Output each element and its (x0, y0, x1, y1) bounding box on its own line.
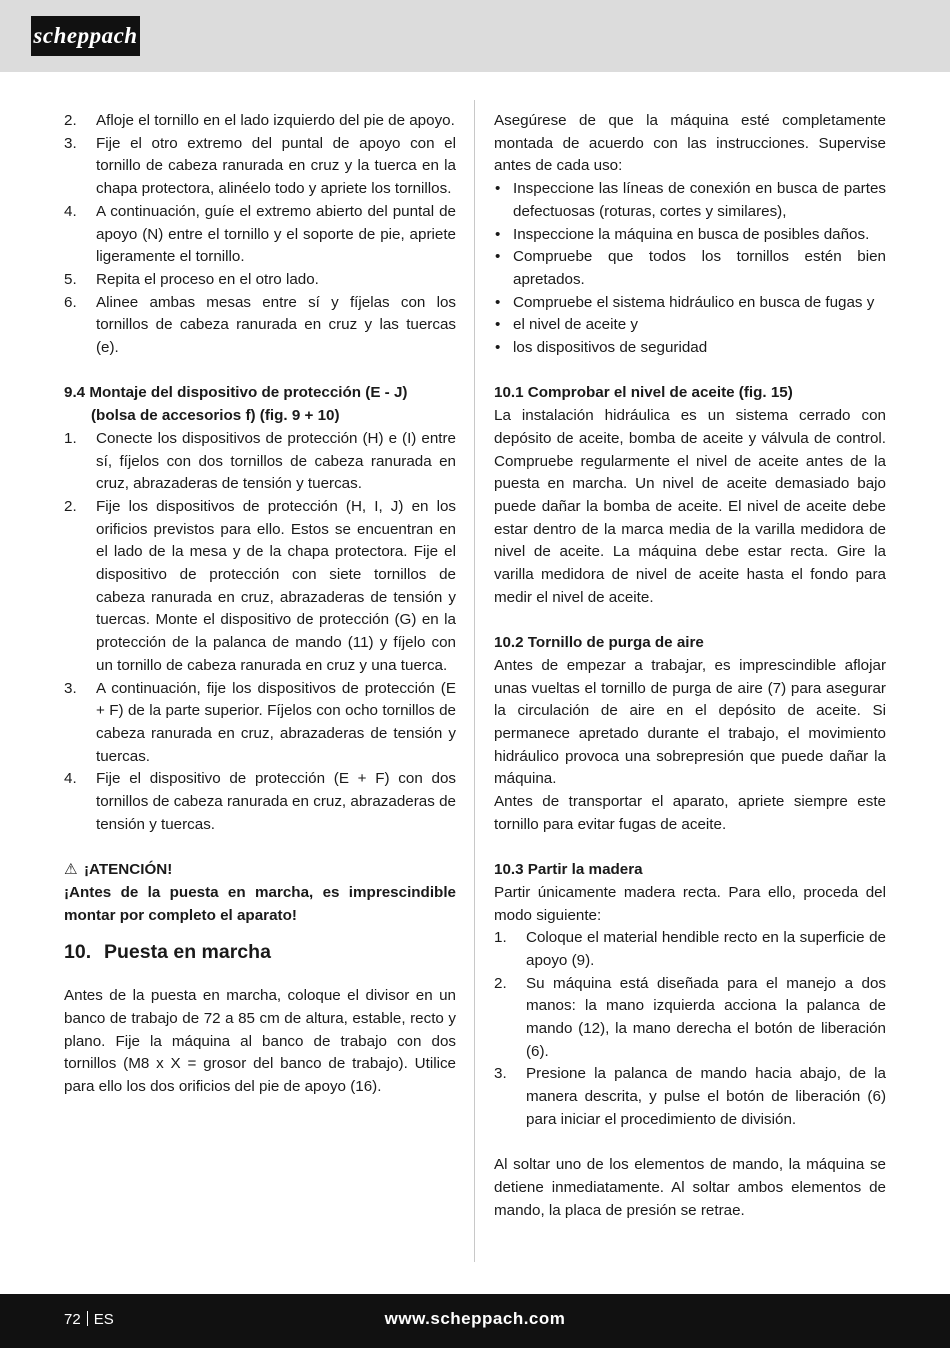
list-item: 2. Su máquina está diseñada para el manejo a dos manos: la mano izquierda acciona la palanca de mando (12), la mano derecha el botón de liberación (6). (494, 974, 886, 1060)
list-item: 3. A continuación, fije los dispositivos de protección (E + F) de la parte superior. Fíjelos con ocho tornillos de cabeza ranurada en cruz, abrazaderas de tensión y tuercas. (64, 679, 456, 765)
splitting-steps-list (494, 927, 886, 1131)
warning-text: ¡Antes de la puesta en marcha, es imprescindible montar por completo el aparato! (64, 883, 456, 924)
list-item: 3. Fije el otro extremo del puntal de apoyo con el tornillo de cabeza ranurada en cruz y la tuerca en la chapa protectora, alinéelo todo y apriete los tornillos. (64, 134, 456, 198)
list-item: 1. Coloque el material hendible recto en la superficie de apoyo (9). (494, 929, 886, 969)
paragraph-10-2a: Antes de empezar a trabajar, es imprescindible aflojar unas vueltas el tornillo de purga de aire (7) para asegurar la circulación de aire en el depósito de aceite. Si permanece apretado durante el trabajo, el movimiento hidráulico provoca una sobrepresión que puede dañar la máquina. (494, 656, 886, 788)
paragraph-10-1: La instalación hidráulica es un sistema cerrado con depósito de aceite, bomba de aceite y válvula de control. Compruebe regularmente el nivel de aceite antes de la puesta en marcha. Un nivel de aceite demasiado bajo puede dañar la bomba de aceite. El nivel de aceite debe estar dentro de la marca media de la varilla medidora de nivel de aceite. La máquina debe estar recta. Gire la varilla medidora de nivel de aceite hasta el fondo para medir el nivel de aceite. (494, 407, 886, 606)
list-item: 2. Afloje el tornillo en el lado izquierdo del pie de apoyo. (64, 112, 455, 129)
footer-band (0, 1294, 950, 1348)
list-item: 4. A continuación, guíe el extremo abierto del puntal de apoyo (N) entre el tornillo y el soporte de pie, apriete ligeramente el tornillo. (64, 202, 456, 266)
check-intro: Asegúrese de que la máquina esté completamente montada de acuerdo con las instrucciones. Supervise antes de cada uso: (494, 112, 886, 175)
header-band (0, 0, 950, 72)
page-number: 72 ES (64, 1311, 114, 1328)
left-column (64, 110, 456, 1099)
heading-10-1: 10.1 Comprobar el nivel de aceite (fig. 15) (494, 384, 793, 402)
warning-icon: ⚠ (64, 861, 78, 879)
language-code: ES (93, 1311, 114, 1328)
website-link[interactable]: www.scheppach.com (384, 1309, 566, 1328)
heading-10-2: 10.2 Tornillo de purga de aire (494, 634, 704, 652)
protection-steps-list (64, 428, 456, 837)
list-item: • los dispositivos de seguridad (495, 339, 708, 357)
right-column (494, 110, 886, 1222)
closing-paragraph: Al soltar uno de los elementos de mando, la máquina se detiene inmediatamente. Al soltar ambos elementos de mando, la placa de presión se retrae. (494, 1156, 886, 1219)
check-bullet-list (494, 178, 886, 360)
list-item: 2. Fije los dispositivos de protección (H, I, J) en los orificios previstos para ello. Estos se encuentran en el lado de la mesa y de la chapa protectora. Fije el dispositivo de protección con siete tornillos de cabeza ranurada en cruz, abrazaderas de tensión y tuercas. Monte el dispositivo de protección (G) en la protección de la palanca de mando (11) y fíjelo con un tornillo de cabeza ranurada en cruz y una tuerca. (64, 497, 456, 674)
warning-title: ⚠ ¡ATENCIÓN! (64, 859, 456, 882)
list-item: 1. Conecte los dispositivos de protección (H) e (I) entre sí, fíjelos con dos tornillos de cabeza ranurada en cruz, abrazaderas de tensión y tuercas. (64, 429, 456, 493)
list-item: 4. Fije el dispositivo de protección (E + F) con dos tornillos de cabeza ranurada en cruz, abrazaderas de tensión y tuercas. (64, 770, 456, 833)
brand-logo: scheppach (31, 16, 140, 56)
list-item: 5. Repita el proceso en el otro lado. (64, 270, 319, 288)
list-item: • Compruebe el sistema hidráulico en busca de fugas y (495, 293, 875, 311)
paragraph-10-3: Partir únicamente madera recta. Para ello, proceda del modo siguiente: (494, 883, 886, 924)
heading-9-4: 9.4 Montaje del dispositivo de protección (E - J) (bolsa de accesorios f) (fig. 9 + 10) (64, 384, 408, 425)
paragraph-10-2b: Antes de transportar el aparato, apriete siempre este tornillo para evitar fugas de aceite. (494, 793, 886, 833)
list-item: • el nivel de aceite y (495, 316, 638, 334)
list-item: • Compruebe que todos los tornillos estén bien apretados. (495, 248, 886, 288)
list-item: 3. Presione la palanca de mando hacia abajo, de la manera descrita, y pulse el botón de liberación (6) para iniciar el procedimiento de división. (494, 1065, 886, 1128)
heading-10-3: 10.3 Partir la madera (494, 861, 643, 879)
list-item: 6. Alinee ambas mesas entre sí y fíjelas con los tornillos de cabeza ranurada en cruz y las tuercas (e). (64, 293, 456, 357)
list-item: • Inspeccione las líneas de conexión en busca de partes defectuosas (roturas, cortes y similares), (495, 180, 886, 220)
section-intro: Antes de la puesta en marcha, coloque el divisor en un banco de trabajo de 72 a 85 cm de altura, estable, recto y plano. Fije la máquina al banco de trabajo con dos tornillos (M8 x X = grosor del banco de trabajo). Utilice para ello los dos orificios del pie de apoyo (16). (64, 987, 456, 1096)
section-title: 10. Puesta en marcha (64, 941, 271, 964)
column-divider (474, 100, 475, 1262)
mounting-steps-list (64, 110, 456, 360)
list-item: • Inspeccione la máquina en busca de posibles daños. (495, 225, 870, 243)
